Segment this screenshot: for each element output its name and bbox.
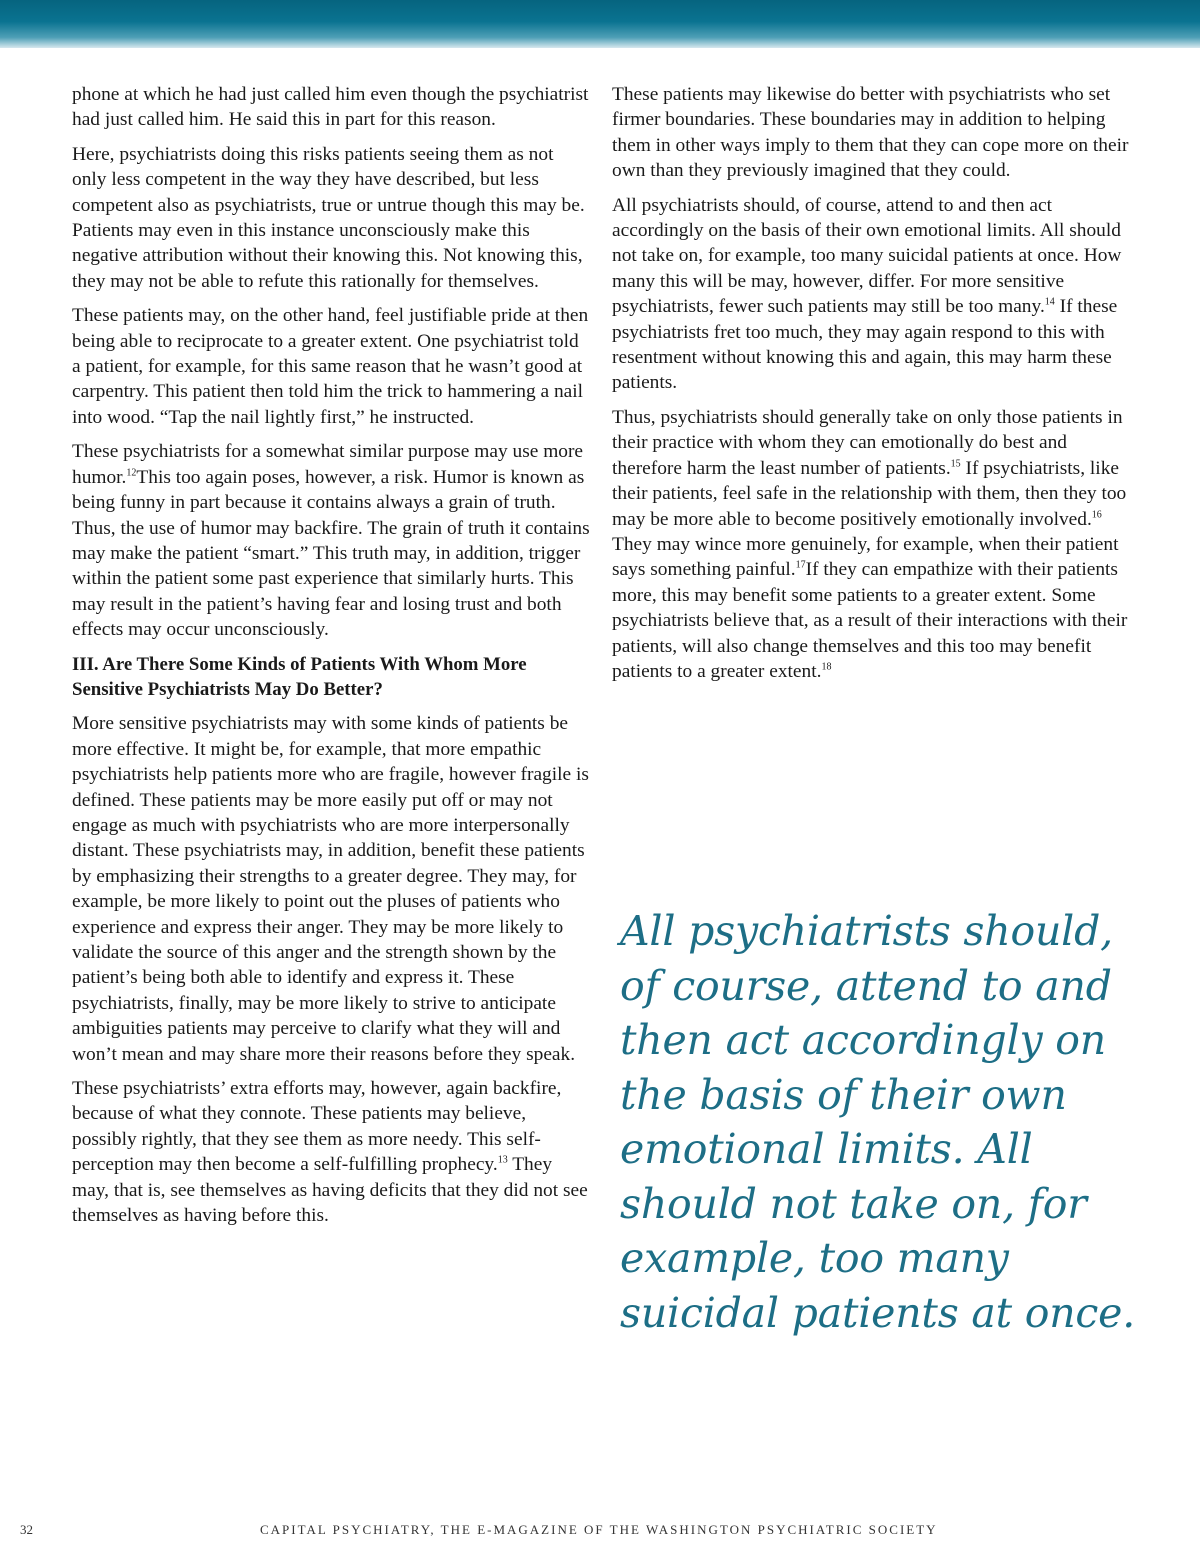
footnote-ref: 15 bbox=[950, 458, 961, 470]
paragraph: These patients may likewise do better with psychiatrists who set firmer boundaries. These boundaries may in addition to helping them in other ways imply to them that they can cope more on their own than they previously imagined that they could. bbox=[612, 84, 1129, 182]
header-band bbox=[0, 0, 1200, 48]
paragraph-text: These psychiatrists for a somewhat similar purpose may use more humor. bbox=[72, 441, 584, 488]
footnote-ref: 16 bbox=[1091, 509, 1102, 521]
right-column bbox=[612, 82, 1130, 693]
paragraph bbox=[72, 439, 590, 642]
footnote-ref: 17 bbox=[795, 559, 806, 571]
page-number: 32 bbox=[20, 1522, 33, 1537]
paragraph-text: They may, that is, see themselves as having deficits that they did not see themselves as having before this. bbox=[72, 1154, 588, 1227]
footnote-ref: 13 bbox=[497, 1154, 508, 1166]
paragraph-text: Thus, psychiatrists should generally take on only those patients in their practice with whom they can emotionally do best and therefore harm the least number of patients. bbox=[612, 406, 1123, 479]
publication-title: CAPITAL PSYCHIATRY, THE E-MAGAZINE OF THE WASHINGTON PSYCHIATRIC SOCIETY bbox=[260, 1522, 938, 1537]
paragraph-text: All psychiatrists should, of course, attend to and then act accordingly on the basis of their own emotional limits. All should not take on, for example, too many suicidal patients at once. How many this will be may, however, differ. For more sensitive psychiatrists, fewer such patients may still be too many. bbox=[612, 194, 1122, 318]
left-column bbox=[72, 82, 590, 1237]
paragraph-text: If they can empathize with their patients more, this may benefit some patients to a greater extent. Some psychiatrists believe that, as a result of their interactions with their patients, will also change themselves and this too may benefit patients to a greater extent. bbox=[612, 559, 1128, 682]
paragraph-text: If psychiatrists, like their patients, feel safe in the relationship with them, then they too may be more able to become positively emotionally involved. bbox=[612, 457, 1127, 530]
footnote-ref: 18 bbox=[821, 661, 832, 673]
page-footer bbox=[0, 1516, 1200, 1546]
paragraph bbox=[612, 193, 1130, 396]
footnote-ref: 14 bbox=[1044, 296, 1055, 308]
paragraph: Here, psychiatrists doing this risks patients seeing them as not only less competent in the way they have described, but less competent also as psychiatrists, true or untrue though this may be. Patients may even in this instance unconsciously make this negative attribution without their knowing this. Not knowing this, they may not be able to refute this rationally for themselves. bbox=[72, 143, 585, 292]
section-heading: III. Are There Some Kinds of Patients With Whom More Sensitive Psychiatrists May Do Better? bbox=[72, 653, 527, 700]
paragraph bbox=[612, 405, 1130, 684]
paragraph bbox=[72, 1076, 590, 1228]
paragraph: More sensitive psychiatrists may with some kinds of patients be more effective. It might be, for example, that more empathic psychiatrists help patients more who are fragile, however fragile is defined. These patients may be more easily put off or may not engage as much with psychiatrists who are more interpersonally distant. These psychiatrists may, in addition, benefit these patients by emphasizing their strengths to a greater degree. They may, for example, be more likely to point out the pluses of patients who experience and express their anger. They may be more likely to validate the source of this anger and the strength shown by the patient’s being both able to identify and express it. These psychiatrists, finally, may be more likely to strive to anticipate ambiguities patients may perceive to clarify what they will and won’t mean and may share more their reasons before they speak. bbox=[72, 713, 589, 1065]
paragraph-text: If these psychiatrists fret too much, they may again respond to this with resentment without knowing this and again, this may harm these patients. bbox=[612, 296, 1118, 394]
pull-quote: All psychiatrists should, of course, attend to and then act accordingly on the basis of their own emotional limits. All should not take on, for example, too many suicidal patients at once. bbox=[620, 907, 1136, 1337]
footnote-ref: 12 bbox=[126, 467, 137, 479]
paragraph: phone at which he had just called him even though the psychiatrist had just called him. He said this in part for this reason. bbox=[72, 84, 589, 131]
paragraph-text: These psychiatrists’ extra efforts may, however, again backfire, because of what they connote. These patients may believe, possibly rightly, that they see them as more needy. This self-perception may then become a self-fulfilling prophecy. bbox=[72, 1078, 562, 1176]
paragraph-text: They may wince more genuinely, for example, when their patient says something painful. bbox=[612, 533, 1119, 581]
paragraph-text: This too again poses, however, a risk. Humor is known as being funny in part because it contains always a grain of truth. Thus, the use of humor may backfire. The grain of truth it contains may make the patient “smart.” This truth may, in addition, trigger within the patient some past experience that similarly hurts. This may result in the patient’s having fear and losing trust and both effects may occur unconsciously. bbox=[72, 466, 590, 641]
paragraph: These patients may, on the other hand, feel justifiable pride at then being able to reciprocate to a greater extent. One psychiatrist told a patient, for example, for this same reason that he wasn’t good at carpentry. This patient then told him the trick to hammering a nail into wood. “Tap the nail lightly first,” he instructed. bbox=[72, 305, 589, 428]
